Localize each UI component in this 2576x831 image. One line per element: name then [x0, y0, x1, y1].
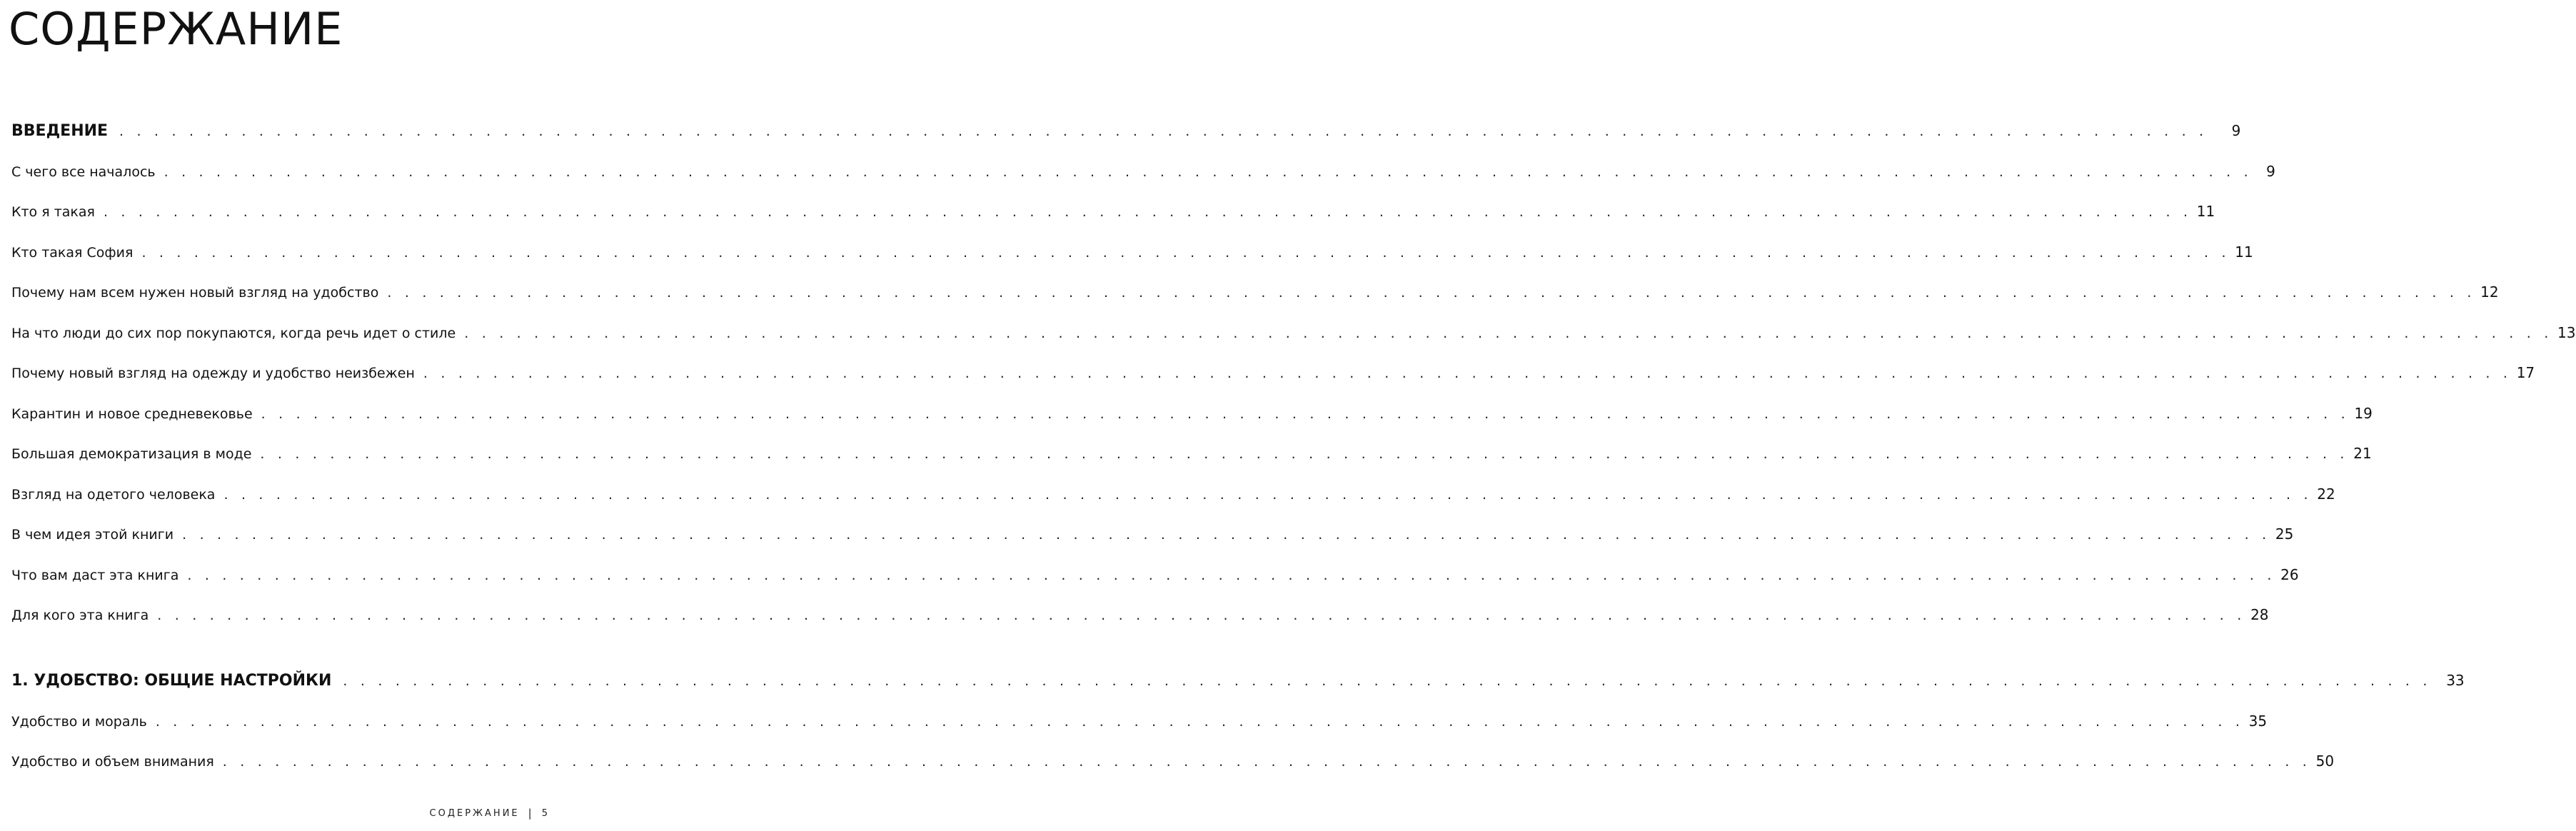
toc-entry-page: 17 [2516, 364, 2535, 381]
toc-entry-page: 26 [2280, 566, 2299, 583]
toc-entry-page: 50 [2315, 752, 2335, 770]
dot-leader: . . . . . . . . . . . . . . . . . . . . . . . . . . . . . . . . . . . . . . . . . . . . . . . . . . . . . . . . . . . . . . . . . . . . . . . . . . . . . . . . . . . . . . . . . . . . . . . . . . . . . . . . . . . . . . . . . . . . . . . . [187, 568, 2276, 583]
toc-entry-title: С чего все началось [11, 164, 156, 180]
running-head: СОДЕРЖАНИЕ [429, 807, 520, 819]
toc-entry-page: 19 [2354, 405, 2373, 422]
toc-entry-title: Удобство и объем внимания [11, 754, 214, 770]
dot-leader: . . . . . . . . . . . . . . . . . . . . . . . . . . . . . . . . . . . . . . . . . . . . . . . . . . . . . . . . . . . . . . . . . . . . . . . . . . . . . . . . . . . . . . . . . . . . . . . . . . . . . . . . . . . . . . . . . . . . . . . . [260, 446, 2349, 462]
toc-entry-page: 12 [2480, 283, 2499, 301]
dot-leader: . . . . . . . . . . . . . . . . . . . . . . . . . . . . . . . . . . . . . . . . . . . . . . . . . . . . . . . . . . . . . . . . . . . . . . . . . . . . . . . . . . . . . . . . . . . . . . . . . . . . . . . . . . . . . . . . . . . . . . . . [182, 527, 2271, 543]
toc-entry-title: Что вам даст эта книга [11, 568, 179, 583]
toc-entry-title: В чем идея этой книги [11, 527, 174, 543]
toc-entry-page: 22 [2317, 485, 2335, 503]
toc-entry-title: Взгляд на одетого человека [11, 487, 216, 503]
toc-entry-title: 1. УДОБСТВО: ОБЩИЕ НАСТРОЙКИ [11, 672, 332, 690]
toc-entry-page: 25 [2275, 525, 2294, 543]
toc-entry [11, 750, 2335, 772]
toc-entry-title: Большая демократизация в моде [11, 446, 252, 462]
dot-leader: . . . . . . . . . . . . . . . . . . . . . . . . . . . . . . . . . . . . . . . . . . . . . . . . . . . . . . . . . . . . . . . . . . . . . . . . . . . . . . . . . . . . . . . . . . . . . . . . . . . . . . . . . . . . . . . . . . . . . . . . [141, 245, 2230, 261]
dot-leader: . . . . . . . . . . . . . . . . . . . . . . . . . . . . . . . . . . . . . . . . . . . . . . . . . . . . . . . . . . . . . . . . . . . . . . . . . . . . . . . . . . . . . . . . . . . . . . . . . . . . . . . . . . . . . . . . . . . . . . . . [103, 204, 2193, 220]
page-number: 5 [541, 807, 550, 819]
toc-entry-page: 11 [2196, 203, 2215, 220]
toc-entry-page: 28 [2250, 606, 2269, 623]
toc-section-entry [11, 120, 2241, 141]
toc-entry [11, 322, 2576, 343]
toc-entry-page: 35 [2248, 712, 2268, 730]
page-title: СОДЕРЖАНИЕ [9, 3, 343, 55]
toc-entry [11, 362, 2535, 383]
dot-leader: . . . . . . . . . . . . . . . . . . . . . . . . . . . . . . . . . . . . . . . . . . . . . . . . . . . . . . . . . . . . . . . . . . . . . . . . . . . . . . . . . . . . . . . . . . . . . . . . . . . . . . . . . . . . . . . . . . . . . . . . [222, 754, 2312, 770]
toc-entry [11, 161, 2275, 182]
toc-entry [11, 201, 2215, 222]
toc-entry-title: Кто такая София [11, 245, 134, 261]
toc-entry [11, 604, 2269, 625]
dot-leader: . . . . . . . . . . . . . . . . . . . . . . . . . . . . . . . . . . . . . . . . . . . . . . . . . . . . . . . . . . . . . . . . . . . . . . . . . . . . . . . . . . . . . . . . . . . . . . . . . . . . . . . . . . . . . . . . . . . . . . . . [343, 673, 2432, 689]
toc-entry [11, 443, 2372, 464]
toc-section-entry [11, 670, 2465, 691]
toc-entry-page: 13 [2557, 324, 2576, 341]
toc-entry-title: Почему новый взгляд на одежду и удобство неизбежен [11, 366, 415, 381]
dot-leader: . . . . . . . . . . . . . . . . . . . . . . . . . . . . . . . . . . . . . . . . . . . . . . . . . . . . . . . . . . . . . . . . . . . . . . . . . . . . . . . . . . . . . . . . . . . . . . . . . . . . . . . . . . . . . . . . . . . . . . . . [157, 608, 2246, 623]
toc-entry-page: 11 [2235, 243, 2253, 261]
toc-entry-page: 9 [2231, 122, 2241, 139]
toc-entry [11, 403, 2373, 424]
toc-entry-title: Кто я такая [11, 204, 95, 220]
dot-leader: . . . . . . . . . . . . . . . . . . . . . . . . . . . . . . . . . . . . . . . . . . . . . . . . . . . . . . . . . . . . . . . . . . . . . . . . . . . . . . . . . . . . . . . . . . . . . . . . . . . . . . . . . . . . . . . . . . . . . . . . [163, 164, 2253, 180]
dot-leader: . . . . . . . . . . . . . . . . . . . . . . . . . . . . . . . . . . . . . . . . . . . . . . . . . . . . . . . . . . . . . . . . . . . . . . . . . . . . . . . . . . . . . . . . . . . . . . . . . . . . . . . . . . . . . . . . . . . . . . . . [387, 285, 2476, 301]
toc-entry-title: ВВЕДЕНИЕ [11, 122, 109, 140]
dot-leader: . . . . . . . . . . . . . . . . . . . . . . . . . . . . . . . . . . . . . . . . . . . . . . . . . . . . . . . . . . . . . . . . . . . . . . . . . . . . . . . . . . . . . . . . . . . . . . . . . . . . . . . . . . . . . . . . . . . . . . . . [223, 487, 2313, 503]
toc-entry [11, 523, 2294, 545]
toc-entry [11, 564, 2299, 585]
toc-entry-page: 21 [2353, 445, 2372, 462]
toc-entry [11, 241, 2253, 263]
page-footer [430, 805, 550, 821]
dot-leader: . . . . . . . . . . . . . . . . . . . . . . . . . . . . . . . . . . . . . . . . . . . . . . . . . . . . . . . . . . . . . . . . . . . . . . . . . . . . . . . . . . . . . . . . . . . . . . . . . . . . . . . . . . . . . . . . . . . . . . . . [464, 326, 2553, 341]
dot-leader: . . . . . . . . . . . . . . . . . . . . . . . . . . . . . . . . . . . . . . . . . . . . . . . . . . . . . . . . . . . . . . . . . . . . . . . . . . . . . . . . . . . . . . . . . . . . . . . . . . . . . . . . . . . . . . . . . . . . . . . . [155, 714, 2245, 730]
dot-leader: . . . . . . . . . . . . . . . . . . . . . . . . . . . . . . . . . . . . . . . . . . . . . . . . . . . . . . . . . . . . . . . . . . . . . . . . . . . . . . . . . . . . . . . . . . . . . . . . . . . . . . . . . . . . . . . . . . . . . . . . [423, 366, 2512, 381]
toc-entry [11, 483, 2335, 505]
toc-entry-title: Удобство и мораль [11, 714, 147, 730]
toc-entry-title: Почему нам всем нужен новый взгляд на удобство [11, 285, 379, 301]
footer-separator: | [528, 807, 532, 820]
dot-leader: . . . . . . . . . . . . . . . . . . . . . . . . . . . . . . . . . . . . . . . . . . . . . . . . . . . . . . . . . . . . . . . . . . . . . . . . . . . . . . . . . . . . . . . . . . . . . . . . . . . . . . . . . . . . . . . . . . . . . . . . [119, 124, 2208, 139]
toc-entry [11, 281, 2499, 303]
toc-entry-page: 9 [2266, 163, 2275, 180]
toc-entry-title: Для кого эта книга [11, 608, 149, 623]
toc-entry-title: На что люди до сих пор покупаются, когда речь идет о стиле [11, 326, 456, 341]
toc-entry [11, 710, 2268, 732]
toc-entry-title: Карантин и новое средневековье [11, 406, 253, 422]
dot-leader: . . . . . . . . . . . . . . . . . . . . . . . . . . . . . . . . . . . . . . . . . . . . . . . . . . . . . . . . . . . . . . . . . . . . . . . . . . . . . . . . . . . . . . . . . . . . . . . . . . . . . . . . . . . . . . . . . . . . . . . . [261, 406, 2350, 422]
toc-entry-page: 33 [2446, 672, 2465, 689]
